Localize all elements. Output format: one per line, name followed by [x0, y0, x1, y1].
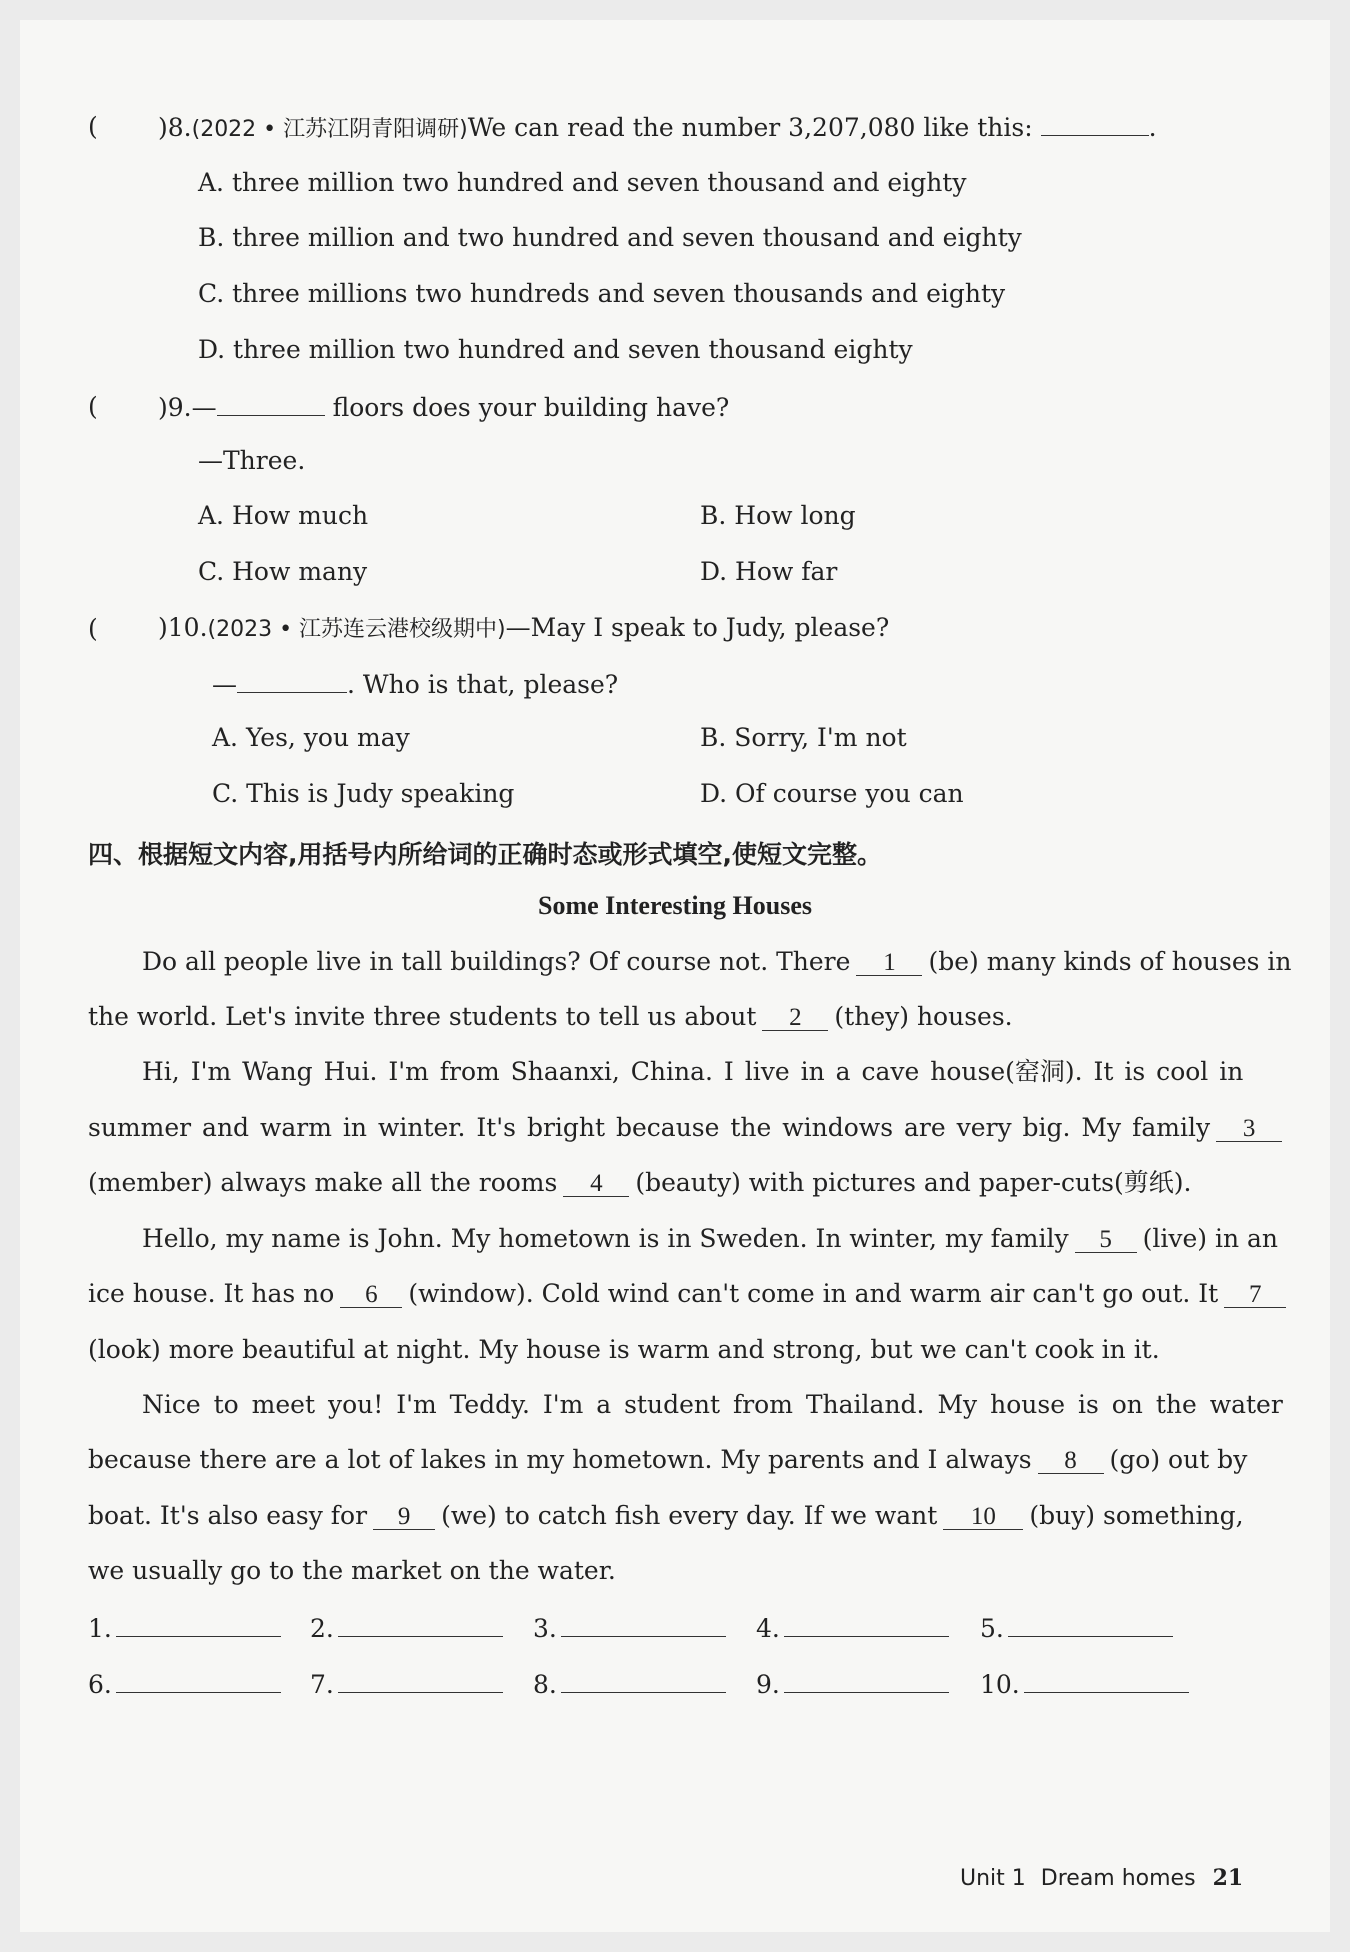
q9-stem-line — [158, 393, 729, 420]
passage-text: (be) many kinds of houses in — [928, 947, 1292, 976]
q9-number: )9. — [158, 393, 192, 422]
q10-blank[interactable] — [237, 670, 347, 693]
q9-paren: ( — [88, 392, 98, 421]
answer-label: 9. — [756, 1670, 780, 1699]
gap-8[interactable]: 8 — [1038, 1448, 1104, 1474]
passage-text: because there are a lot of lakes in my hometown. My parents and I always — [88, 1445, 1032, 1474]
passage-line: (look) more beautiful at night. My house is warm and strong, but we can't cook in it. — [88, 1335, 1160, 1364]
answer-label: 10. — [980, 1670, 1020, 1699]
answer-blank-3[interactable] — [533, 1612, 726, 1643]
answer-label: 4. — [756, 1614, 780, 1643]
q9-option-c[interactable]: C. How many — [198, 557, 368, 586]
q8-stem: We can read the number 3,207,080 like this: — [467, 113, 1033, 142]
answer-label: 7. — [310, 1670, 334, 1699]
q10-paren: ( — [88, 614, 98, 643]
passage-line — [88, 1503, 1244, 1530]
gap-9[interactable]: 9 — [373, 1504, 435, 1530]
passage-line — [142, 949, 1292, 976]
q9-dash: — — [191, 393, 217, 422]
q10-source: (2023 • 江苏连云港校级期中) — [207, 617, 506, 642]
answer-line[interactable] — [561, 1668, 726, 1693]
answer-line[interactable] — [116, 1612, 281, 1637]
passage-text: summer and warm in winter. It's bright because the windows are very big. My family — [88, 1113, 1211, 1142]
passage-text: boat. It's also easy for — [88, 1501, 368, 1530]
answer-blank-6[interactable] — [88, 1668, 281, 1699]
q9-option-d[interactable]: D. How far — [700, 557, 838, 586]
q8-paren: ( — [88, 112, 98, 141]
gap-4[interactable]: 4 — [563, 1171, 629, 1197]
q8-option-b[interactable]: B. three million and two hundred and seven thousand and eighty — [198, 223, 1022, 252]
q8-number: )8. — [158, 113, 192, 142]
q8-option-c[interactable]: C. three millions two hundreds and seven thousands and eighty — [198, 279, 1006, 308]
q8-end: . — [1148, 113, 1157, 142]
passage-line — [88, 1170, 1191, 1197]
q10-option-c[interactable]: C. This is Judy speaking — [212, 779, 515, 808]
passage-line — [88, 1115, 1288, 1142]
answer-blank-9[interactable] — [756, 1668, 949, 1699]
answer-line[interactable] — [784, 1668, 949, 1693]
passage-text: ice house. It has no — [88, 1279, 335, 1308]
q10-reply: . Who is that, please? — [347, 670, 619, 699]
page-footer — [960, 1865, 1243, 1891]
passage-line — [88, 1281, 1292, 1308]
answer-line[interactable] — [1024, 1668, 1189, 1693]
gap-10[interactable]: 10 — [943, 1504, 1023, 1530]
gap-1[interactable]: 1 — [856, 950, 922, 976]
passage-text: (buy) something, — [1029, 1501, 1244, 1530]
passage-text: Do all people live in tall buildings? Of course not. There — [142, 947, 851, 976]
q10-dash: — — [212, 670, 237, 699]
answer-label: 6. — [88, 1670, 112, 1699]
q10-stem: —May I speak to Judy, please? — [505, 613, 890, 642]
q10-option-b[interactable]: B. Sorry, I'm not — [700, 723, 907, 752]
q8-option-d[interactable]: D. three million two hundred and seven thousand eighty — [198, 335, 913, 364]
passage-text: (live) in an — [1142, 1224, 1279, 1253]
q8-stem-line — [158, 113, 1157, 141]
q10-number: )10. — [158, 613, 208, 642]
q9-reply: —Three. — [198, 446, 306, 475]
answer-blank-7[interactable] — [310, 1668, 503, 1699]
q9-blank[interactable] — [217, 393, 325, 416]
passage-line — [142, 1226, 1278, 1253]
passage-line — [88, 1447, 1247, 1474]
answer-label: 1. — [88, 1614, 112, 1643]
passage-line: Hi, I'm Wang Hui. I'm from Shaanxi, China. I live in a cave house(窑洞). It is cool in — [142, 1057, 1244, 1086]
gap-7[interactable]: 7 — [1224, 1282, 1286, 1308]
q8-source: (2022 • 江苏江阴青阳调研) — [191, 117, 468, 142]
answer-blank-1[interactable] — [88, 1612, 281, 1643]
gap-2[interactable]: 2 — [762, 1005, 828, 1031]
q8-blank[interactable] — [1041, 113, 1149, 136]
answer-blank-8[interactable] — [533, 1668, 726, 1699]
passage-text: (we) to catch fish every day. If we want — [441, 1501, 938, 1530]
passage-text: (member) always make all the rooms — [88, 1168, 558, 1197]
q9-option-a[interactable]: A. How much — [198, 501, 369, 530]
answer-label: 2. — [310, 1614, 334, 1643]
gap-5[interactable]: 5 — [1075, 1227, 1137, 1253]
page-number: 21 — [1212, 1865, 1244, 1891]
answer-label: 8. — [533, 1670, 557, 1699]
passage-text: (they) houses. — [834, 1002, 1013, 1031]
answer-line[interactable] — [338, 1668, 503, 1693]
footer-unit: Unit 1 — [960, 1866, 1026, 1891]
q10-stem-line — [158, 615, 889, 641]
gap-3[interactable]: 3 — [1216, 1116, 1282, 1142]
footer-title: Dream homes — [1040, 1866, 1196, 1891]
answer-blank-4[interactable] — [756, 1612, 949, 1643]
passage-line: Nice to meet you! I'm Teddy. I'm a student from Thailand. My house is on the water — [142, 1390, 1283, 1419]
passage-text: Hello, my name is John. My hometown is in Sweden. In winter, my family — [142, 1224, 1069, 1253]
passage-title: Some Interesting Houses — [538, 891, 812, 920]
answer-line[interactable] — [561, 1612, 726, 1637]
passage-line — [88, 1004, 1013, 1031]
passage-text: (window). Cold wind can't come in and warm air can't go out. It — [408, 1279, 1219, 1308]
q9-stem: floors does your building have? — [332, 393, 730, 422]
answer-blank-10[interactable] — [980, 1668, 1189, 1699]
answer-line[interactable] — [116, 1668, 281, 1693]
section-heading: 四、根据短文内容,用括号内所给词的正确时态或形式填空,使短文完整。 — [88, 840, 882, 869]
passage-text: (beauty) with pictures and paper-cuts(剪纸). — [635, 1168, 1192, 1197]
answer-blank-5[interactable] — [980, 1612, 1173, 1643]
q10-reply-line — [212, 670, 618, 697]
answer-label: 5. — [980, 1614, 1004, 1643]
q9-option-b[interactable]: B. How long — [700, 501, 856, 530]
gap-6[interactable]: 6 — [340, 1282, 402, 1308]
answer-line[interactable] — [338, 1612, 503, 1637]
q10-option-d[interactable]: D. Of course you can — [700, 779, 964, 808]
passage-text: (go) out by — [1109, 1445, 1248, 1474]
passage-line: we usually go to the market on the water. — [88, 1556, 616, 1585]
answer-label: 3. — [533, 1614, 557, 1643]
passage-text: the world. Let's invite three students to tell us about — [88, 1002, 757, 1031]
q10-option-a[interactable]: A. Yes, you may — [212, 723, 410, 752]
q8-option-a[interactable]: A. three million two hundred and seven thousand and eighty — [198, 168, 967, 197]
answer-blank-2[interactable] — [310, 1612, 503, 1643]
answer-line[interactable] — [1008, 1612, 1173, 1637]
answer-line[interactable] — [784, 1612, 949, 1637]
